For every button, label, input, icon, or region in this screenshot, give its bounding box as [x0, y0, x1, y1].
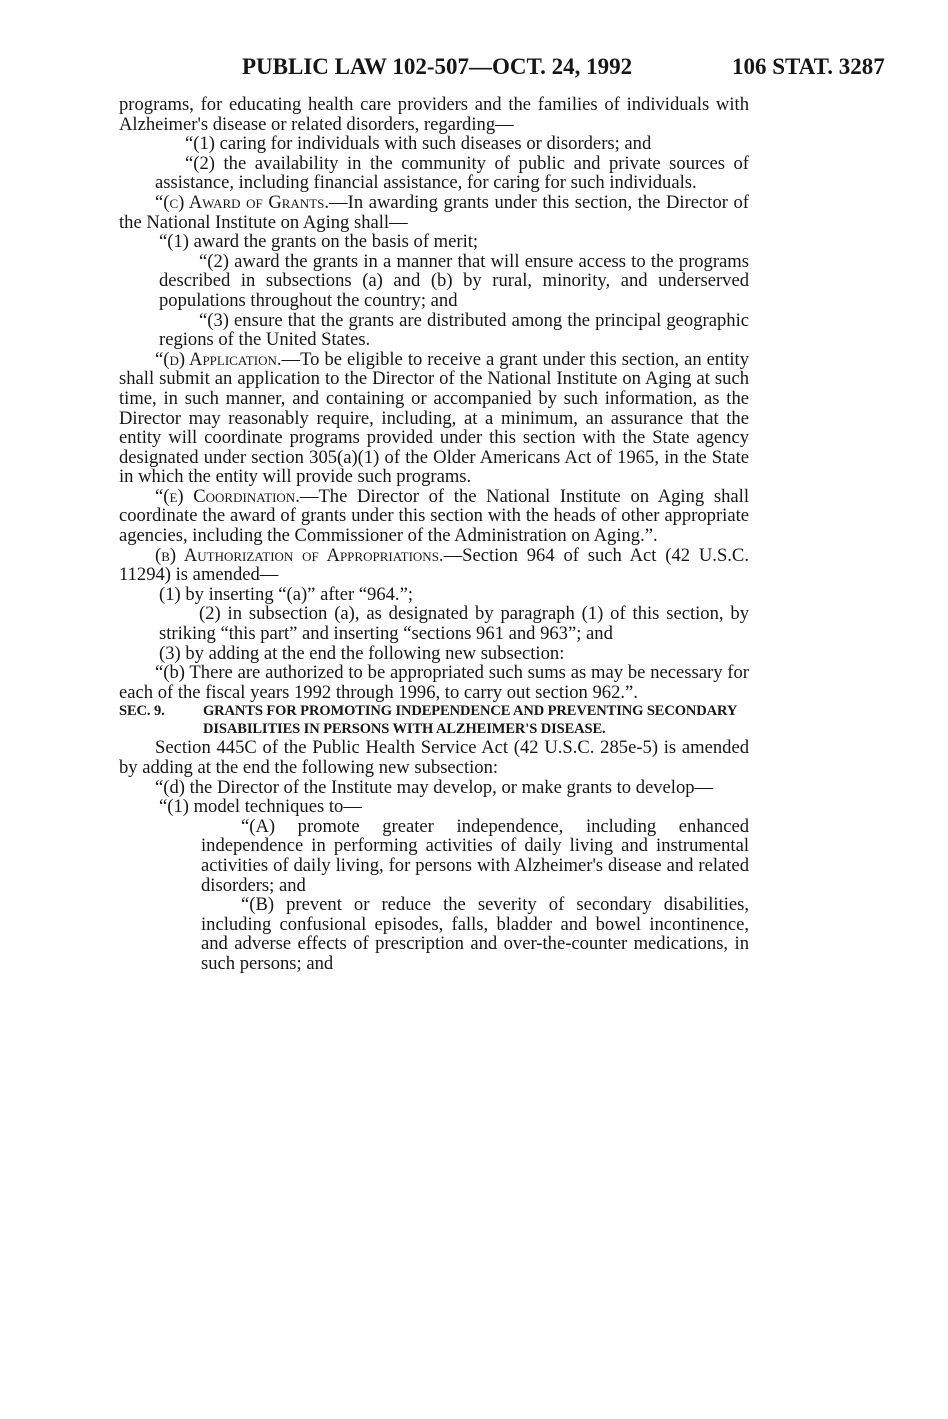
paragraph: “(B) prevent or reduce the severity of secondary disabilities, including confusional episodes, falls, bladder and bowel incontinence, and adverse effects of prescription and over-the-counter medications, in such persons; and: [201, 894, 749, 974]
subsection-heading: “(d) Application.: [155, 348, 282, 370]
paragraph: “(e) Coordination.—The Director of the National Institute on Aging shall coordinate the award of grants under this section with the heads of other appropriate agencies, including the Commissioner of the Administration on Aging.”.: [119, 485, 749, 547]
paragraph: “(2) the availability in the community of public and private sources of assistance, including financial assistance, for caring for such individuals.: [155, 152, 749, 194]
paragraph: “(c) Award of Grants.—In awarding grants under this section, the Director of the National Institute on Aging shall—: [119, 191, 749, 233]
paragraph: “(A) promote greater independence, including enhanced independence in performing activities of daily living and instrumental activities of daily living, for persons with Alzheimer's disease and related disorders; and: [201, 815, 749, 896]
paragraph: Section 445C of the Public Health Service Act (42 U.S.C. 285e-5) is amended by adding at the end the following new subsection:: [119, 737, 749, 778]
paragraph: (b) Authorization of Appropriations.—Section 964 of such Act (42 U.S.C. 11294) is amended—: [119, 544, 749, 586]
paragraph: “(b) There are authorized to be appropriated such sums as may be necessary for each of the fiscal years 1992 through 1996, to carry out section 962.”.: [119, 662, 749, 703]
paragraph: “(3) ensure that the grants are distributed among the principal geographic regions of the United States.: [159, 309, 749, 351]
page-header: [0, 54, 948, 88]
paragraph: “(2) award the grants in a manner that will ensure access to the programs described in subsections (a) and (b) by rural, minority, and underserved populations throughout the country; and: [159, 250, 749, 311]
section-title: GRANTS FOR PROMOTING INDEPENDENCE AND PREVENTING SECONDARY DISABILITIES IN PERSONS WITH ALZHEIMER'S DISEASE.: [203, 703, 737, 738]
paragraph: “(d) the Director of the Institute may develop, or make grants to develop—: [155, 776, 714, 798]
document-body: [119, 95, 749, 974]
paragraph: “(1) award the grants on the basis of merit;: [159, 231, 479, 253]
section-number: SEC. 9.: [119, 703, 165, 720]
subsection-heading: (b) Authorization of Appropriations.: [155, 544, 444, 566]
paragraph: “(1) model techniques to—: [159, 796, 362, 818]
subsection-heading: “(e) Coordination.: [155, 485, 300, 507]
paragraph: programs, for educating health care providers and the families of individuals with Alzheimer's disease or related disorders, regarding—: [119, 94, 749, 135]
paragraph: “(1) caring for individuals with such diseases or disorders; and: [185, 133, 652, 155]
paragraph: (1) by inserting “(a)” after “964.”;: [159, 583, 413, 605]
law-title: PUBLIC LAW 102-507—OCT. 24, 1992: [242, 54, 633, 79]
stat-page-number: 106 STAT. 3287: [732, 54, 885, 79]
paragraph: (3) by adding at the end the following new subsection:: [159, 642, 565, 664]
paragraph: (2) in subsection (a), as designated by paragraph (1) of this section, by striking “this part” and inserting “sections 961 and 963”; and: [159, 603, 749, 645]
subsection-heading: “(c) Award of Grants.: [155, 191, 330, 213]
paragraph: “(d) Application.—To be eligible to receive a grant under this section, an entity shall submit an application to the Director of the National Institute on Aging at such time, in such manner, and containing or accompanied by such information, as the Director may reasonably require, including, at a minimum, an assurance that the entity will coordinate programs provided under this section with the State agency designated under section 305(a)(1) of the Older Americans Act of 1965, in the State in which the entity will provide such programs.: [119, 348, 749, 488]
section-heading: [119, 702, 749, 738]
